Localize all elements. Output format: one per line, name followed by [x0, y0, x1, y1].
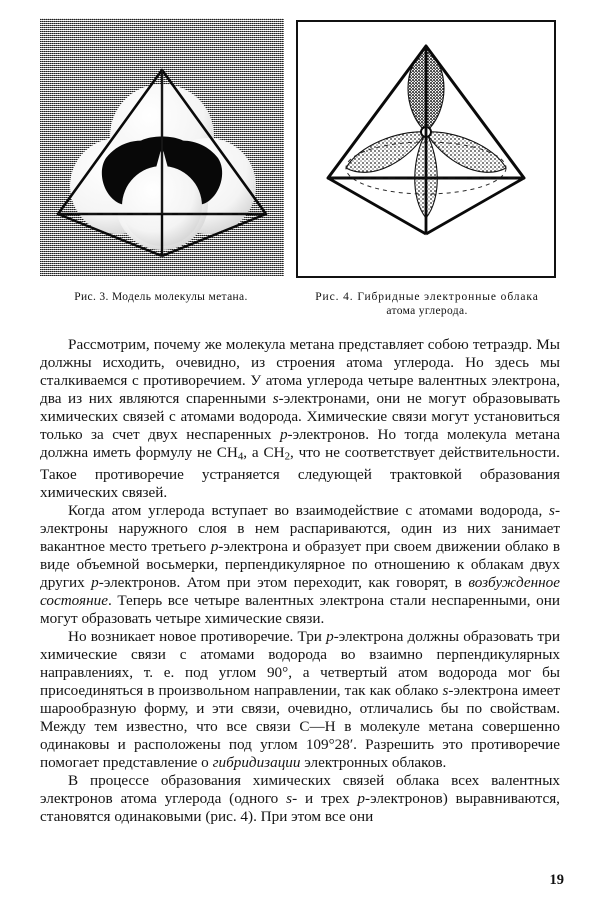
figure-3-caption-line-1: Рис. 3. Модель молекулы метана.	[74, 291, 248, 303]
figure-4-image	[296, 20, 556, 278]
paragraph-3: Но возникает новое противоречие. Три p-электрона должны образовать три химические связи с атомами водорода во взаимно перпендикулярных направлениях, т. е. под углом 90°, а четвертый атом водорода мог бы присоединяться в произвольном направлении, так как облако s-электрона имеет шарообразную форму, и эти связи, очевидно, отличались бы по свойствам. Между тем известно, что все связи С—Н в молекуле метана совершенно одинаковы и расположены под углом 109°28′. Разрешить это противоречие помогает представление о гибридизации электронных облаков.	[40, 627, 560, 771]
figure-4-caption-line-1: Рис. 4. Гибридные электронные облака	[315, 291, 539, 303]
figure-3-image	[40, 18, 284, 276]
figures-row	[0, 0, 600, 330]
figure-4-caption-line-2: атома углерода.	[386, 305, 468, 317]
paragraph-1: Рассмотрим, почему же молекула метана представляет собою тетраэдр. Мы должны исходить, очевидно, из строения атома углерода. Но здесь мы сталкиваемся с противоречием. У атома углерода четыре валентных электрона, два из них являются спаренными s-электронами, они не могут образовывать химических связей с атомами водорода. Химические связи могут установиться только за счет двух неспаренных p-электронов. Но тогда молекула метана должна иметь формулу не $CH_4$, а $CH_2$, что не соответствует действительности. Такое противоречие устраняется следующей трактовкой образования химических связей.	[40, 336, 561, 501]
figure-3-caption	[30, 290, 292, 304]
figure-4-caption	[296, 290, 558, 318]
paragraph-2: Когда атом углерода вступает во взаимодействие с атомами водорода, s-электроны наружного слоя в нем распариваются, один из них занимает вакантное место третьего p-электрона и образует при своем движении облако в виде объемной восьмерки, перпендикулярное по отношению к облакам двух других p-электронов. Атом при этом переходит, как говорят, в возбужденное состояние. Теперь все четыре валентных электрона стали неспаренными, они могут образовать четыре химические связи.	[40, 501, 561, 627]
methane-model-illustration	[40, 18, 284, 276]
page-number: 19	[549, 872, 564, 888]
paragraph-4: В процессе образования химических связей облака всех валентных электронов атома углерода (одного s- и трех p-электронов) выравниваются, становятся одинаковыми (рис. 4). При этом все они	[40, 771, 560, 825]
hybrid-orbitals-illustration	[298, 22, 554, 276]
page-body-text	[40, 336, 560, 826]
